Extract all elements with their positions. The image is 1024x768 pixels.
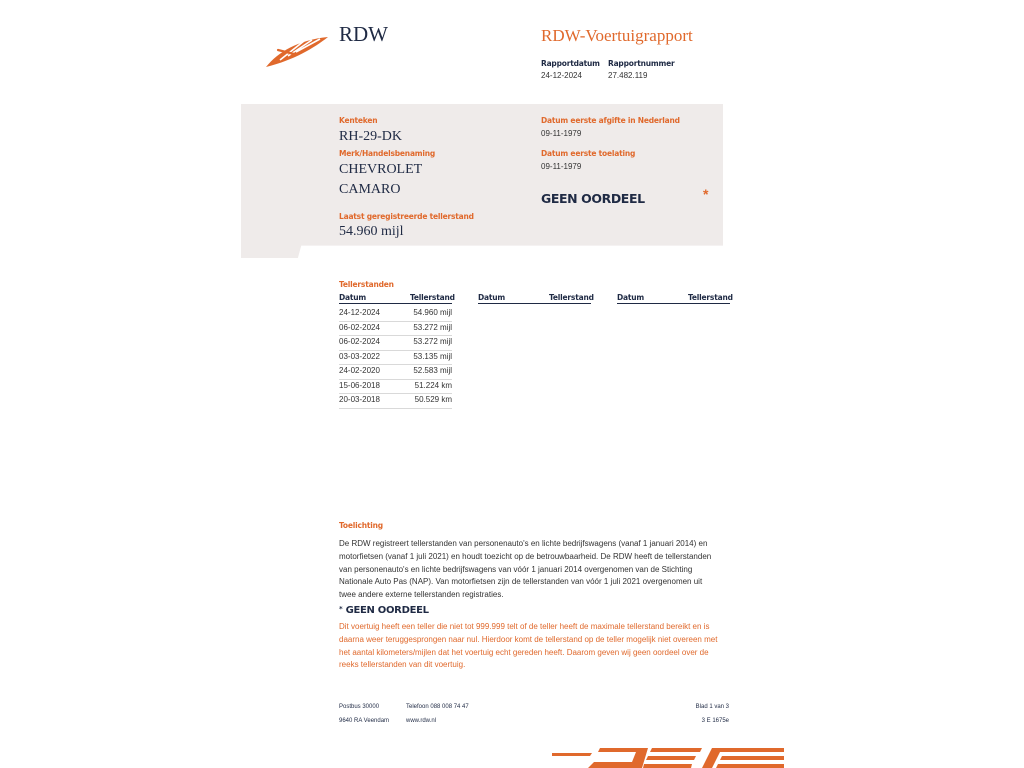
report-date: 24-12-2024 (541, 71, 582, 80)
row-date: 06-02-2024 (339, 322, 380, 332)
readings-title: Tellerstanden (339, 280, 394, 289)
row-value: 53.135 mijl (413, 351, 452, 361)
explanation-line: De RDW registreert tellerstanden van personenauto's en lichte bedrijfswagens (vanaf 1 januari 2014) en (339, 539, 708, 548)
row-value: 52.583 mijl (413, 366, 452, 375)
explanation-line: van personenauto's en lichte bedrijfswagens van vóór 1 januari 2014 overgenomen van de Stichting (339, 564, 693, 574)
table-row (339, 321, 452, 337)
col-reading-3: Tellerstand (688, 293, 733, 302)
row-date: 15-06-2018 (339, 380, 380, 390)
report-date-label: Rapportdatum (541, 59, 600, 68)
verdict-marker: * (703, 186, 709, 202)
row-value: 53.272 mijl (413, 322, 452, 332)
table-row (339, 335, 452, 351)
first-admission-label: Datum eerste toelating (541, 149, 636, 158)
report-number: 27.482.119 (608, 71, 648, 80)
first-admission-value: 09-11-1979 (541, 162, 582, 171)
make-line-2: CAMARO (339, 182, 401, 197)
note-line: Dit voertuig heeft een teller die niet tot 999.999 telt of de teller heeft de maximale tellerstand bereikt en is (339, 622, 710, 631)
footer-page: Blad 1 van 3 (695, 704, 729, 710)
note-body (339, 621, 731, 672)
col-reading-1: Tellerstand (410, 293, 455, 302)
row-date: 20-03-2018 (339, 395, 380, 404)
footer-web: www.rdw.nl (406, 718, 437, 724)
report-title: RDW-Voertuigrapport (541, 26, 693, 45)
footer-po-box: Postbus 30000 (339, 704, 380, 710)
row-value: 53.272 mijl (413, 337, 452, 346)
row-value: 50.529 km (414, 395, 452, 404)
col-date-2: Datum (478, 293, 506, 302)
row-date: 24-12-2024 (339, 308, 380, 317)
row-date: 06-02-2024 (339, 337, 380, 346)
row-date: 03-03-2022 (339, 351, 380, 361)
row-date: 24-02-2020 (339, 366, 380, 375)
col-date-1: Datum (339, 293, 367, 302)
explanation-line: Nationale Auto Pas (NAP). Van motorfietsen zijn de tellerstanden van vóór 1 juli 2021 overgenomen uit (339, 577, 703, 587)
header-rule-2 (478, 303, 591, 304)
note-heading (339, 605, 429, 616)
header-rule-1 (339, 303, 452, 304)
table-row (339, 393, 452, 409)
footer-code: 3 E 1675e (701, 718, 729, 724)
plate-value: RH-29-DK (339, 129, 402, 144)
odometer-value: 54.960 mijl (339, 224, 404, 239)
note-line: daarna weer teruggesprongen naar nul. Hierdoor komt de tellerstand op de teller mogelijk niet overeen met (339, 634, 718, 644)
explanation-title: Toelichting (339, 521, 383, 530)
explanation-body (339, 538, 731, 602)
explanation-line: twee andere externe tellerstanden registraties. (339, 590, 504, 600)
make-line-1: CHEVROLET (339, 162, 423, 177)
first-registration-nl-label: Datum eerste afgifte in Nederland (541, 116, 680, 125)
note-line: reeks tellerstanden van dit voertuig. (339, 660, 466, 670)
table-row (339, 350, 452, 366)
table-row (339, 306, 452, 322)
table-row (339, 379, 452, 395)
col-date-3: Datum (617, 293, 645, 302)
rdw-stripes-graphic-icon (552, 746, 784, 768)
footer-phone: Telefoon 088 008 74 47 (406, 704, 469, 710)
header-rule-3 (617, 303, 730, 304)
verdict: GEEN OORDEEL (541, 191, 645, 206)
report-number-label: Rapportnummer (608, 59, 675, 68)
footer-postal: 9640 RA Veendam (339, 718, 390, 724)
rdw-feather-logo-icon (264, 34, 332, 70)
brand-name: RDW (339, 22, 388, 46)
plate-label: Kenteken (339, 116, 378, 125)
row-value: 51.224 km (414, 380, 452, 390)
note-line: het aantal kilometers/mijlen dat het voertuig echt gereden heeft. Daarom geven wij geen oordeel over de (339, 647, 709, 657)
note-title: GEEN OORDEEL (345, 605, 429, 616)
make-label: Merk/Handelsbenaming (339, 149, 436, 158)
explanation-line: motorfietsen (vanaf 1 juli 2021) en houdt toezicht op de betrouwbaarheid. De RDW heeft de tellerstanden (339, 551, 712, 561)
table-row (339, 364, 452, 380)
vehicle-summary-panel (241, 104, 723, 258)
first-registration-nl-value: 09-11-1979 (541, 129, 582, 138)
odometer-label: Laatst geregistreerde tellerstand (339, 212, 474, 221)
col-reading-2: Tellerstand (549, 293, 594, 302)
row-value: 54.960 mijl (413, 308, 452, 317)
note-marker: * (339, 605, 343, 613)
